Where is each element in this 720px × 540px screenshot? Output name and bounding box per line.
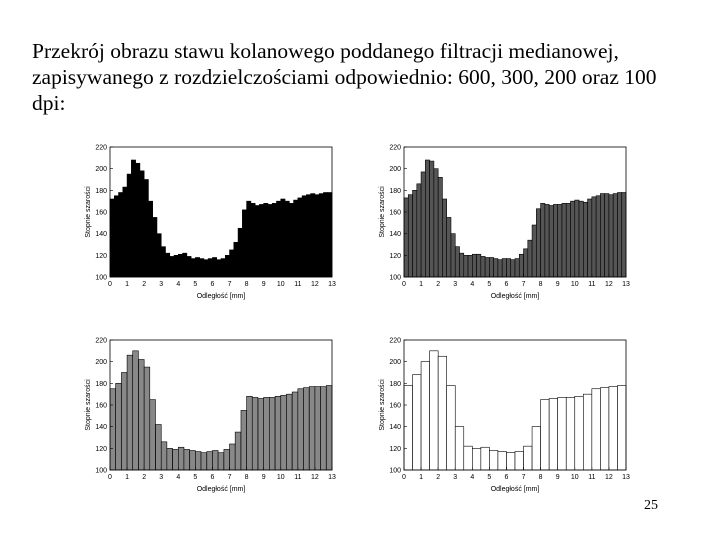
bar	[489, 258, 493, 278]
x-tick-label: 10	[570, 281, 579, 288]
y-tick-label: 100	[389, 274, 401, 282]
bar	[600, 388, 609, 470]
x-tick-label: 10	[276, 281, 285, 288]
bar	[477, 254, 481, 277]
x-tick-label: 4	[470, 474, 475, 481]
bar	[481, 256, 485, 277]
x-tick-label: 13	[622, 281, 630, 288]
x-tick-label: 10	[570, 474, 579, 481]
y-tick-label: 200	[389, 359, 401, 367]
bar	[174, 255, 178, 277]
bar	[609, 195, 613, 277]
bar	[277, 201, 281, 277]
y-tick-label: 220	[95, 144, 107, 152]
bar	[583, 202, 587, 277]
bar	[269, 397, 275, 470]
bar	[524, 446, 533, 470]
x-tick-label: 10	[276, 474, 285, 481]
x-tick-label: 9	[261, 474, 266, 481]
bar	[413, 190, 417, 277]
bar	[464, 446, 473, 470]
x-axis-label: Odległość [mm]	[196, 486, 246, 493]
x-axis-label: Odległość [mm]	[490, 486, 540, 493]
y-tick-label: 200	[389, 166, 401, 174]
x-tick-label: 8	[538, 474, 543, 481]
bar	[195, 258, 199, 278]
bar	[421, 362, 430, 470]
bar	[184, 449, 190, 470]
x-tick-label: 2	[436, 281, 441, 288]
x-tick-label: 6	[210, 474, 215, 481]
bar	[207, 452, 213, 470]
bar	[285, 201, 289, 277]
x-tick-label: 6	[504, 474, 509, 481]
bar	[218, 453, 224, 470]
chart-panel-2	[372, 140, 642, 305]
bar	[247, 201, 251, 277]
x-tick-label: 0	[402, 474, 406, 481]
bar	[144, 180, 148, 278]
bar	[225, 255, 229, 277]
x-tick-label: 3	[159, 281, 164, 288]
x-tick-label: 12	[311, 281, 319, 288]
chart-panel-3	[78, 333, 348, 498]
x-tick-label: 6	[504, 281, 509, 288]
x-tick-label: 12	[605, 474, 613, 481]
bar	[161, 247, 165, 277]
bar	[524, 249, 528, 277]
y-tick-label: 180	[95, 187, 107, 195]
x-tick-label: 2	[142, 474, 147, 481]
bar	[241, 410, 247, 470]
y-tick-label: 180	[389, 187, 401, 195]
x-tick-label: 4	[176, 281, 181, 288]
bar	[264, 203, 268, 277]
bar	[515, 452, 524, 470]
chart-panel-4	[372, 333, 642, 498]
x-tick-label: 8	[244, 281, 249, 288]
y-tick-label: 220	[389, 337, 401, 345]
bar	[575, 200, 579, 277]
x-tick-label: 11	[588, 474, 596, 481]
bar	[617, 386, 626, 471]
x-tick-label: 1	[125, 474, 130, 481]
page-number: 25	[644, 498, 658, 513]
bar	[511, 260, 515, 277]
bar	[600, 194, 604, 277]
bar	[187, 256, 191, 277]
bar	[502, 259, 506, 277]
bar	[167, 448, 173, 470]
bar	[421, 172, 425, 277]
bar	[178, 447, 184, 470]
x-tick-label: 5	[193, 474, 198, 481]
bar	[404, 198, 408, 277]
bar	[425, 160, 429, 277]
bar	[558, 204, 562, 277]
bar	[622, 193, 626, 278]
x-tick-label: 13	[328, 474, 336, 481]
bar	[191, 259, 195, 277]
bar	[326, 386, 332, 471]
x-tick-label: 1	[419, 474, 424, 481]
bar	[272, 203, 276, 277]
x-tick-label: 2	[436, 474, 441, 481]
bar	[498, 260, 502, 277]
x-tick-label: 4	[176, 474, 181, 481]
bar	[148, 201, 152, 277]
y-tick-label: 160	[389, 402, 401, 410]
y-tick-label: 180	[389, 380, 401, 388]
bar	[408, 195, 412, 277]
bar	[323, 193, 327, 278]
bar	[201, 453, 207, 470]
bar	[579, 201, 583, 277]
bar	[485, 258, 489, 278]
x-tick-label: 2	[142, 281, 147, 288]
x-tick-label: 0	[402, 281, 406, 288]
x-tick-label: 7	[521, 474, 526, 481]
bar	[536, 209, 540, 277]
y-tick-label: 200	[95, 166, 107, 174]
bar	[268, 204, 272, 277]
bar	[541, 203, 545, 277]
bar	[136, 163, 140, 277]
bar	[123, 187, 127, 277]
bar	[116, 383, 122, 470]
bar	[583, 394, 592, 470]
bar	[139, 360, 145, 471]
bar	[178, 254, 182, 277]
bar	[204, 260, 208, 277]
bar	[558, 397, 567, 470]
x-tick-label: 9	[261, 281, 266, 288]
bar	[131, 160, 135, 277]
y-tick-label: 160	[389, 209, 401, 217]
bar	[328, 193, 332, 278]
bar	[541, 400, 550, 470]
y-tick-label: 100	[389, 467, 401, 475]
bar	[489, 451, 498, 471]
bar	[311, 194, 315, 277]
bar	[200, 259, 204, 277]
bar	[258, 399, 264, 471]
bar	[121, 373, 127, 471]
x-tick-label: 3	[453, 474, 458, 481]
bar	[221, 259, 225, 277]
bar	[455, 427, 464, 470]
y-tick-label: 200	[95, 359, 107, 367]
bar	[447, 386, 456, 471]
bar	[119, 193, 123, 278]
bar	[230, 444, 236, 470]
bar	[588, 199, 592, 277]
bar	[230, 250, 234, 277]
bar	[553, 204, 557, 277]
x-tick-label: 1	[419, 281, 424, 288]
bar	[321, 387, 327, 470]
x-tick-label: 4	[470, 281, 475, 288]
x-tick-label: 5	[487, 281, 492, 288]
bar	[315, 387, 321, 470]
bar	[140, 171, 144, 277]
bar	[298, 198, 302, 277]
bar	[532, 225, 536, 277]
bar	[430, 351, 439, 470]
y-tick-label: 140	[95, 231, 107, 239]
bar	[170, 256, 174, 277]
bar	[153, 217, 157, 277]
bar	[575, 396, 584, 470]
bar	[251, 203, 255, 277]
bar	[566, 397, 575, 470]
bar	[562, 203, 566, 277]
y-tick-label: 100	[95, 274, 107, 282]
bar	[190, 451, 196, 471]
bar	[528, 240, 532, 277]
bar	[195, 452, 201, 470]
bar	[413, 375, 422, 470]
x-tick-label: 11	[294, 474, 302, 481]
y-axis-label: Stopnie szarości	[379, 379, 386, 431]
y-axis-label: Stopnie szarości	[85, 379, 92, 431]
bar	[183, 253, 187, 277]
bar	[404, 386, 413, 471]
y-tick-label: 160	[95, 402, 107, 410]
x-tick-label: 6	[210, 281, 215, 288]
bar	[417, 184, 421, 277]
bar	[434, 169, 438, 277]
bar	[259, 204, 263, 277]
bar	[438, 177, 442, 277]
bar	[173, 449, 179, 470]
bar	[217, 260, 221, 277]
bar	[442, 199, 446, 277]
bar	[532, 427, 541, 470]
bar	[319, 194, 323, 277]
bar	[303, 388, 309, 470]
bar	[605, 194, 609, 277]
bar	[506, 453, 515, 470]
bar	[571, 201, 575, 277]
bar	[289, 203, 293, 277]
bar	[252, 397, 258, 470]
bar	[617, 193, 621, 278]
bar	[472, 448, 481, 470]
bar	[506, 259, 510, 277]
bar	[430, 161, 434, 277]
bar	[286, 394, 292, 470]
x-axis-label: Odległość [mm]	[196, 293, 246, 300]
bar	[224, 449, 230, 470]
y-tick-label: 140	[95, 424, 107, 432]
x-tick-label: 5	[193, 281, 198, 288]
x-tick-label: 11	[294, 281, 302, 288]
bar	[235, 432, 241, 470]
slide-title: Przekrój obrazu stawu kolanowego poddanego filtracji medianowej, zapisywanego z rozdzielczościami odpowiednio: 600, 300, 200 oraz 100 dpi:	[32, 39, 657, 116]
bar	[294, 200, 298, 277]
bar	[549, 399, 558, 471]
bar	[110, 199, 114, 277]
y-tick-label: 120	[389, 445, 401, 453]
bar	[613, 194, 617, 277]
bar	[545, 204, 549, 277]
y-tick-label: 120	[389, 252, 401, 260]
bar	[150, 400, 156, 470]
y-tick-label: 160	[95, 209, 107, 217]
bar	[157, 234, 161, 277]
chart-panel-1	[78, 140, 348, 305]
x-tick-label: 13	[328, 281, 336, 288]
y-tick-label: 220	[389, 144, 401, 152]
x-tick-label: 0	[108, 281, 112, 288]
bar	[281, 199, 285, 277]
x-tick-label: 1	[125, 281, 130, 288]
bar	[309, 387, 315, 470]
bar	[255, 206, 259, 278]
bar	[519, 254, 523, 277]
bar	[114, 196, 118, 277]
bar	[515, 259, 519, 277]
bar	[592, 197, 596, 277]
bar	[306, 195, 310, 277]
bar	[281, 395, 287, 470]
bar	[451, 234, 455, 277]
bar	[609, 387, 618, 470]
x-tick-label: 7	[227, 281, 232, 288]
bar	[447, 217, 451, 277]
bar	[468, 255, 472, 277]
bar	[127, 174, 131, 277]
x-tick-label: 3	[159, 474, 164, 481]
bar	[498, 452, 507, 470]
bar	[212, 258, 216, 278]
y-tick-label: 120	[95, 252, 107, 260]
bar	[166, 253, 170, 277]
x-tick-label: 12	[311, 474, 319, 481]
bar	[438, 356, 447, 470]
x-tick-label: 0	[108, 474, 112, 481]
y-axis-label: Stopnie szarości	[85, 186, 92, 238]
bar	[234, 242, 238, 277]
bar	[302, 196, 306, 277]
bar	[156, 425, 162, 471]
bar	[212, 451, 218, 471]
bar	[247, 396, 253, 470]
bar	[494, 259, 498, 277]
bar	[127, 355, 133, 470]
bar	[472, 254, 476, 277]
x-tick-label: 11	[588, 281, 596, 288]
bar	[592, 389, 601, 470]
bar	[264, 397, 270, 470]
bar	[460, 253, 464, 277]
bar	[596, 196, 600, 277]
bar	[464, 255, 468, 277]
x-tick-label: 9	[555, 281, 560, 288]
bar	[481, 447, 490, 470]
bar	[161, 442, 167, 470]
y-tick-label: 100	[95, 467, 107, 475]
x-tick-label: 5	[487, 474, 492, 481]
x-tick-label: 7	[227, 474, 232, 481]
x-tick-label: 7	[521, 281, 526, 288]
x-tick-label: 9	[555, 474, 560, 481]
x-tick-label: 3	[453, 281, 458, 288]
y-tick-label: 140	[389, 231, 401, 239]
bar	[298, 389, 304, 470]
bar	[566, 203, 570, 277]
bar	[292, 392, 298, 470]
x-axis-label: Odległość [mm]	[490, 293, 540, 300]
x-tick-label: 13	[622, 474, 630, 481]
x-tick-label: 8	[244, 474, 249, 481]
x-tick-label: 12	[605, 281, 613, 288]
bar	[275, 396, 281, 470]
bar	[238, 228, 242, 277]
y-tick-label: 120	[95, 445, 107, 453]
bar	[144, 367, 150, 470]
bar	[110, 389, 116, 470]
bar	[455, 247, 459, 277]
y-tick-label: 220	[95, 337, 107, 345]
bar	[208, 259, 212, 277]
bar	[315, 195, 319, 277]
y-axis-label: Stopnie szarości	[379, 186, 386, 238]
bar	[133, 351, 139, 470]
bar	[549, 206, 553, 278]
y-tick-label: 140	[389, 424, 401, 432]
x-tick-label: 8	[538, 281, 543, 288]
bar	[242, 210, 246, 277]
y-tick-label: 180	[95, 380, 107, 388]
